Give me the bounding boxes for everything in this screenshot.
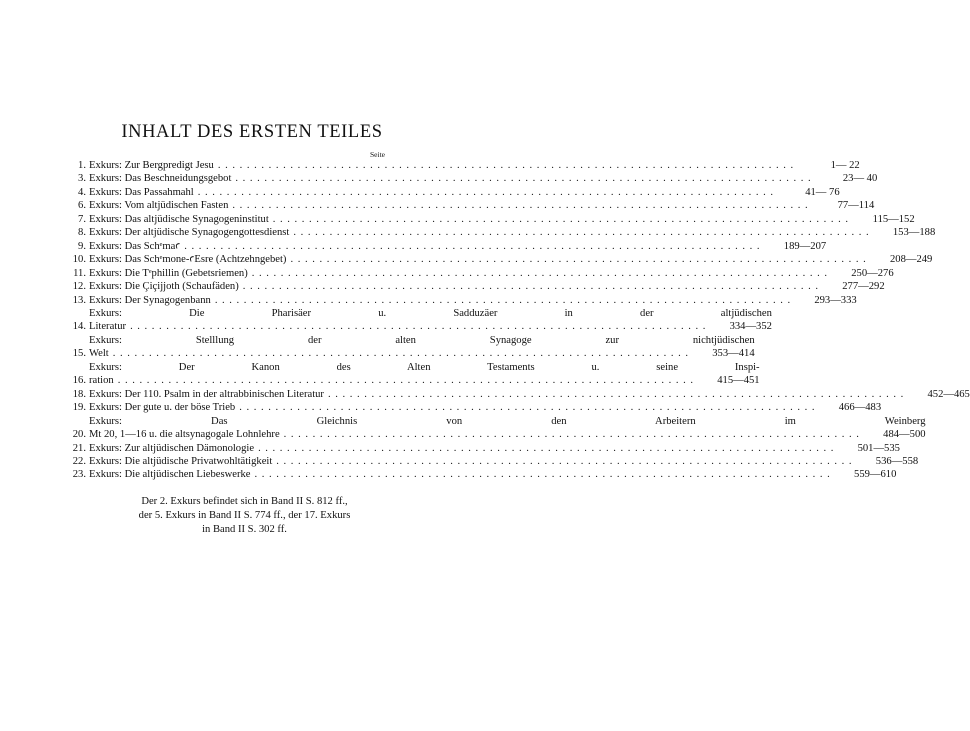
- toc-entry-number: 13.: [72, 294, 86, 306]
- toc-entry: [72, 159, 860, 172]
- toc-entry-title: Exkurs: Der Synagogenbann: [89, 294, 211, 306]
- toc-entry: [72, 334, 755, 361]
- toc-entry-pages: 452—465: [927, 388, 970, 400]
- toc-entry-number: 16.: [72, 375, 86, 387]
- toc-entry-title: Literatur: [89, 321, 127, 333]
- toc-entry-title: Exkurs: Die Tᵉphillin (Gebetsriemen): [89, 267, 248, 279]
- toc-entry-number: 9.: [78, 240, 86, 252]
- dot-leader: ................................................................................: [242, 281, 823, 293]
- toc-entry-number: 10.: [72, 254, 86, 266]
- toc-entry: [72, 307, 772, 334]
- toc-entry-pages: 293—333: [814, 294, 857, 306]
- toc-entry-title-line: Exkurs: Die Pharisäer u. Sadduzäer in der altjüdischen: [89, 307, 772, 319]
- toc-entry-title: Exkurs: Der altjüdische Synagogengottesdienst: [89, 227, 290, 239]
- dot-leader: ................................................................................: [184, 240, 765, 252]
- toc-entry-pages: 484—500: [883, 429, 926, 441]
- toc-entry: [72, 361, 760, 388]
- toc-entry-number: 18.: [72, 388, 86, 400]
- toc-entry: [72, 213, 915, 226]
- toc-entry-title-line: Exkurs: Stelllung der alten Synagoge zur nichtjüdischen: [89, 334, 755, 346]
- toc-entry-title: Exkurs: Das Passahmahl: [89, 186, 194, 198]
- toc-entry-number: 22.: [72, 455, 86, 467]
- footnote-line: der 5. Exkurs in Band II S. 774 ff., der 17. Exkurs: [138, 509, 351, 521]
- toc-entry-number: 6.: [78, 200, 86, 212]
- dot-leader: ................................................................................: [290, 254, 871, 266]
- dot-leader: ................................................................................: [214, 294, 795, 306]
- dot-leader: ................................................................................: [327, 388, 908, 400]
- toc-entry-pages: 77—114: [837, 200, 875, 212]
- dot-leader: ................................................................................: [239, 402, 820, 414]
- toc-entry: [72, 199, 875, 212]
- toc-entry: [72, 455, 919, 468]
- toc-entry-title: ration: [89, 375, 114, 387]
- toc-entry: [72, 267, 894, 280]
- toc-entry-number: 4.: [78, 186, 86, 198]
- page-column-header: Seite: [370, 150, 385, 159]
- toc-entry-pages: 536—558: [875, 455, 919, 467]
- table-of-contents: [72, 159, 970, 482]
- toc-entry-number: 8.: [78, 227, 86, 239]
- page-title: INHALT DES ERSTEN TEILES: [121, 122, 383, 142]
- toc-entry-pages: 208—249: [889, 254, 933, 266]
- toc-entry-pages: 41— 76: [805, 186, 840, 198]
- toc-entry-title: Exkurs: Der gute u. der böse Trieb: [89, 402, 236, 414]
- dot-leader: ................................................................................: [232, 200, 813, 212]
- toc-entry-number: 1.: [78, 160, 86, 171]
- toc-entry-pages: 353—414: [712, 348, 755, 360]
- toc-entry-title: Exkurs: Zur altjüdischen Dämonologie: [89, 442, 255, 454]
- dot-leader: ................................................................................: [112, 348, 693, 360]
- toc-entry-title-line: Exkurs: Der Kanon des Alten Testaments u. seine Inspi-: [89, 361, 760, 373]
- dot-leader: ................................................................................: [258, 442, 838, 454]
- toc-entry-number: 19.: [72, 402, 86, 414]
- toc-entry-number: 15.: [72, 348, 86, 360]
- dot-leader: ................................................................................: [251, 267, 832, 279]
- footnote-line: in Band II S. 302 ff.: [202, 523, 287, 535]
- dot-leader: ................................................................................: [197, 186, 778, 198]
- toc-entry: [72, 186, 840, 199]
- toc-entry-pages: 23— 40: [842, 173, 878, 185]
- toc-entry: [72, 388, 970, 401]
- toc-entry-title: Exkurs: Die altjüdische Privatwohltätigkeit: [89, 455, 273, 467]
- toc-entry-title: Mt 20, 1—16 u. die altsynagogale Lohnlehre: [89, 429, 280, 441]
- toc-entry: [72, 294, 857, 307]
- dot-leader: ................................................................................: [272, 213, 853, 225]
- toc-entry-pages: 334—352: [729, 321, 772, 333]
- toc-entry: [72, 172, 878, 185]
- toc-entry-title-line: Exkurs: Das Gleichnis von den Arbeitern im Weinberg: [89, 415, 926, 427]
- toc-entry: [72, 442, 900, 455]
- toc-entry: [72, 240, 827, 253]
- toc-entry-pages: 153—188: [892, 227, 936, 239]
- dot-leader: ................................................................................: [217, 160, 798, 171]
- footnote: [72, 495, 417, 536]
- toc-entry-pages: 115—152: [872, 213, 915, 225]
- toc-entry-pages: 466—483: [838, 402, 882, 414]
- dot-leader: ................................................................................: [276, 455, 857, 467]
- toc-entry: [72, 415, 926, 442]
- toc-entry-title: Exkurs: Das altjüdische Synagogeninstitut: [89, 213, 269, 225]
- dot-leader: ................................................................................: [235, 173, 816, 185]
- toc-entry: [72, 226, 936, 239]
- toc-entry-title: Welt: [89, 348, 109, 360]
- toc-entry: [72, 468, 897, 481]
- toc-entry-number: 20.: [72, 429, 86, 441]
- dot-leader: ................................................................................: [117, 375, 698, 387]
- toc-entry-title: Exkurs: Der 110. Psalm in der altrabbinischen Literatur: [89, 388, 324, 400]
- toc-entry-title: Exkurs: Die Çiçijjoth (Schaufäden): [89, 281, 239, 293]
- toc-entry-number: 23.: [72, 469, 86, 481]
- toc-entry: [72, 401, 882, 414]
- footnote-line: Der 2. Exkurs befindet sich in Band II S. 812 ff.,: [141, 496, 348, 507]
- toc-entry-number: 3.: [78, 173, 86, 185]
- toc-entry-title: Exkurs: Das Beschneidungsgebot: [89, 173, 232, 185]
- toc-entry-number: 14.: [72, 321, 86, 333]
- toc-entry-pages: 559—610: [854, 469, 897, 481]
- toc-entry-title: Exkurs: Das Schᵉmone-ꜥEsre (Achtzehngebet): [89, 254, 287, 266]
- dot-leader: ................................................................................: [254, 469, 835, 481]
- toc-entry-pages: 415—451: [717, 375, 760, 387]
- dot-leader: ................................................................................: [293, 227, 874, 239]
- toc-entry: [72, 280, 885, 293]
- toc-entry-title: Exkurs: Vom altjüdischen Fasten: [89, 200, 229, 212]
- toc-entry-pages: 189—207: [783, 240, 827, 252]
- toc-entry-number: 12.: [72, 281, 86, 293]
- dot-leader: ................................................................................: [130, 321, 710, 333]
- toc-entry-title: Exkurs: Das Schᵉmaꜥ: [89, 240, 181, 252]
- toc-entry-pages: 501—535: [857, 442, 900, 454]
- dot-leader: ................................................................................: [283, 429, 864, 441]
- toc-entry-pages: 250—276: [851, 267, 894, 279]
- toc-entry-number: 11.: [73, 267, 86, 279]
- toc-entry-title: Exkurs: Zur Bergpredigt Jesu: [89, 160, 214, 171]
- toc-entry-title: Exkurs: Die altjüdischen Liebeswerke: [89, 469, 251, 481]
- toc-entry: [72, 253, 933, 266]
- toc-entry-pages: 277—292: [842, 281, 885, 293]
- toc-entry-number: 7.: [78, 213, 86, 225]
- toc-entry-pages: 1— 22: [830, 160, 860, 171]
- toc-entry-number: 21.: [72, 442, 86, 454]
